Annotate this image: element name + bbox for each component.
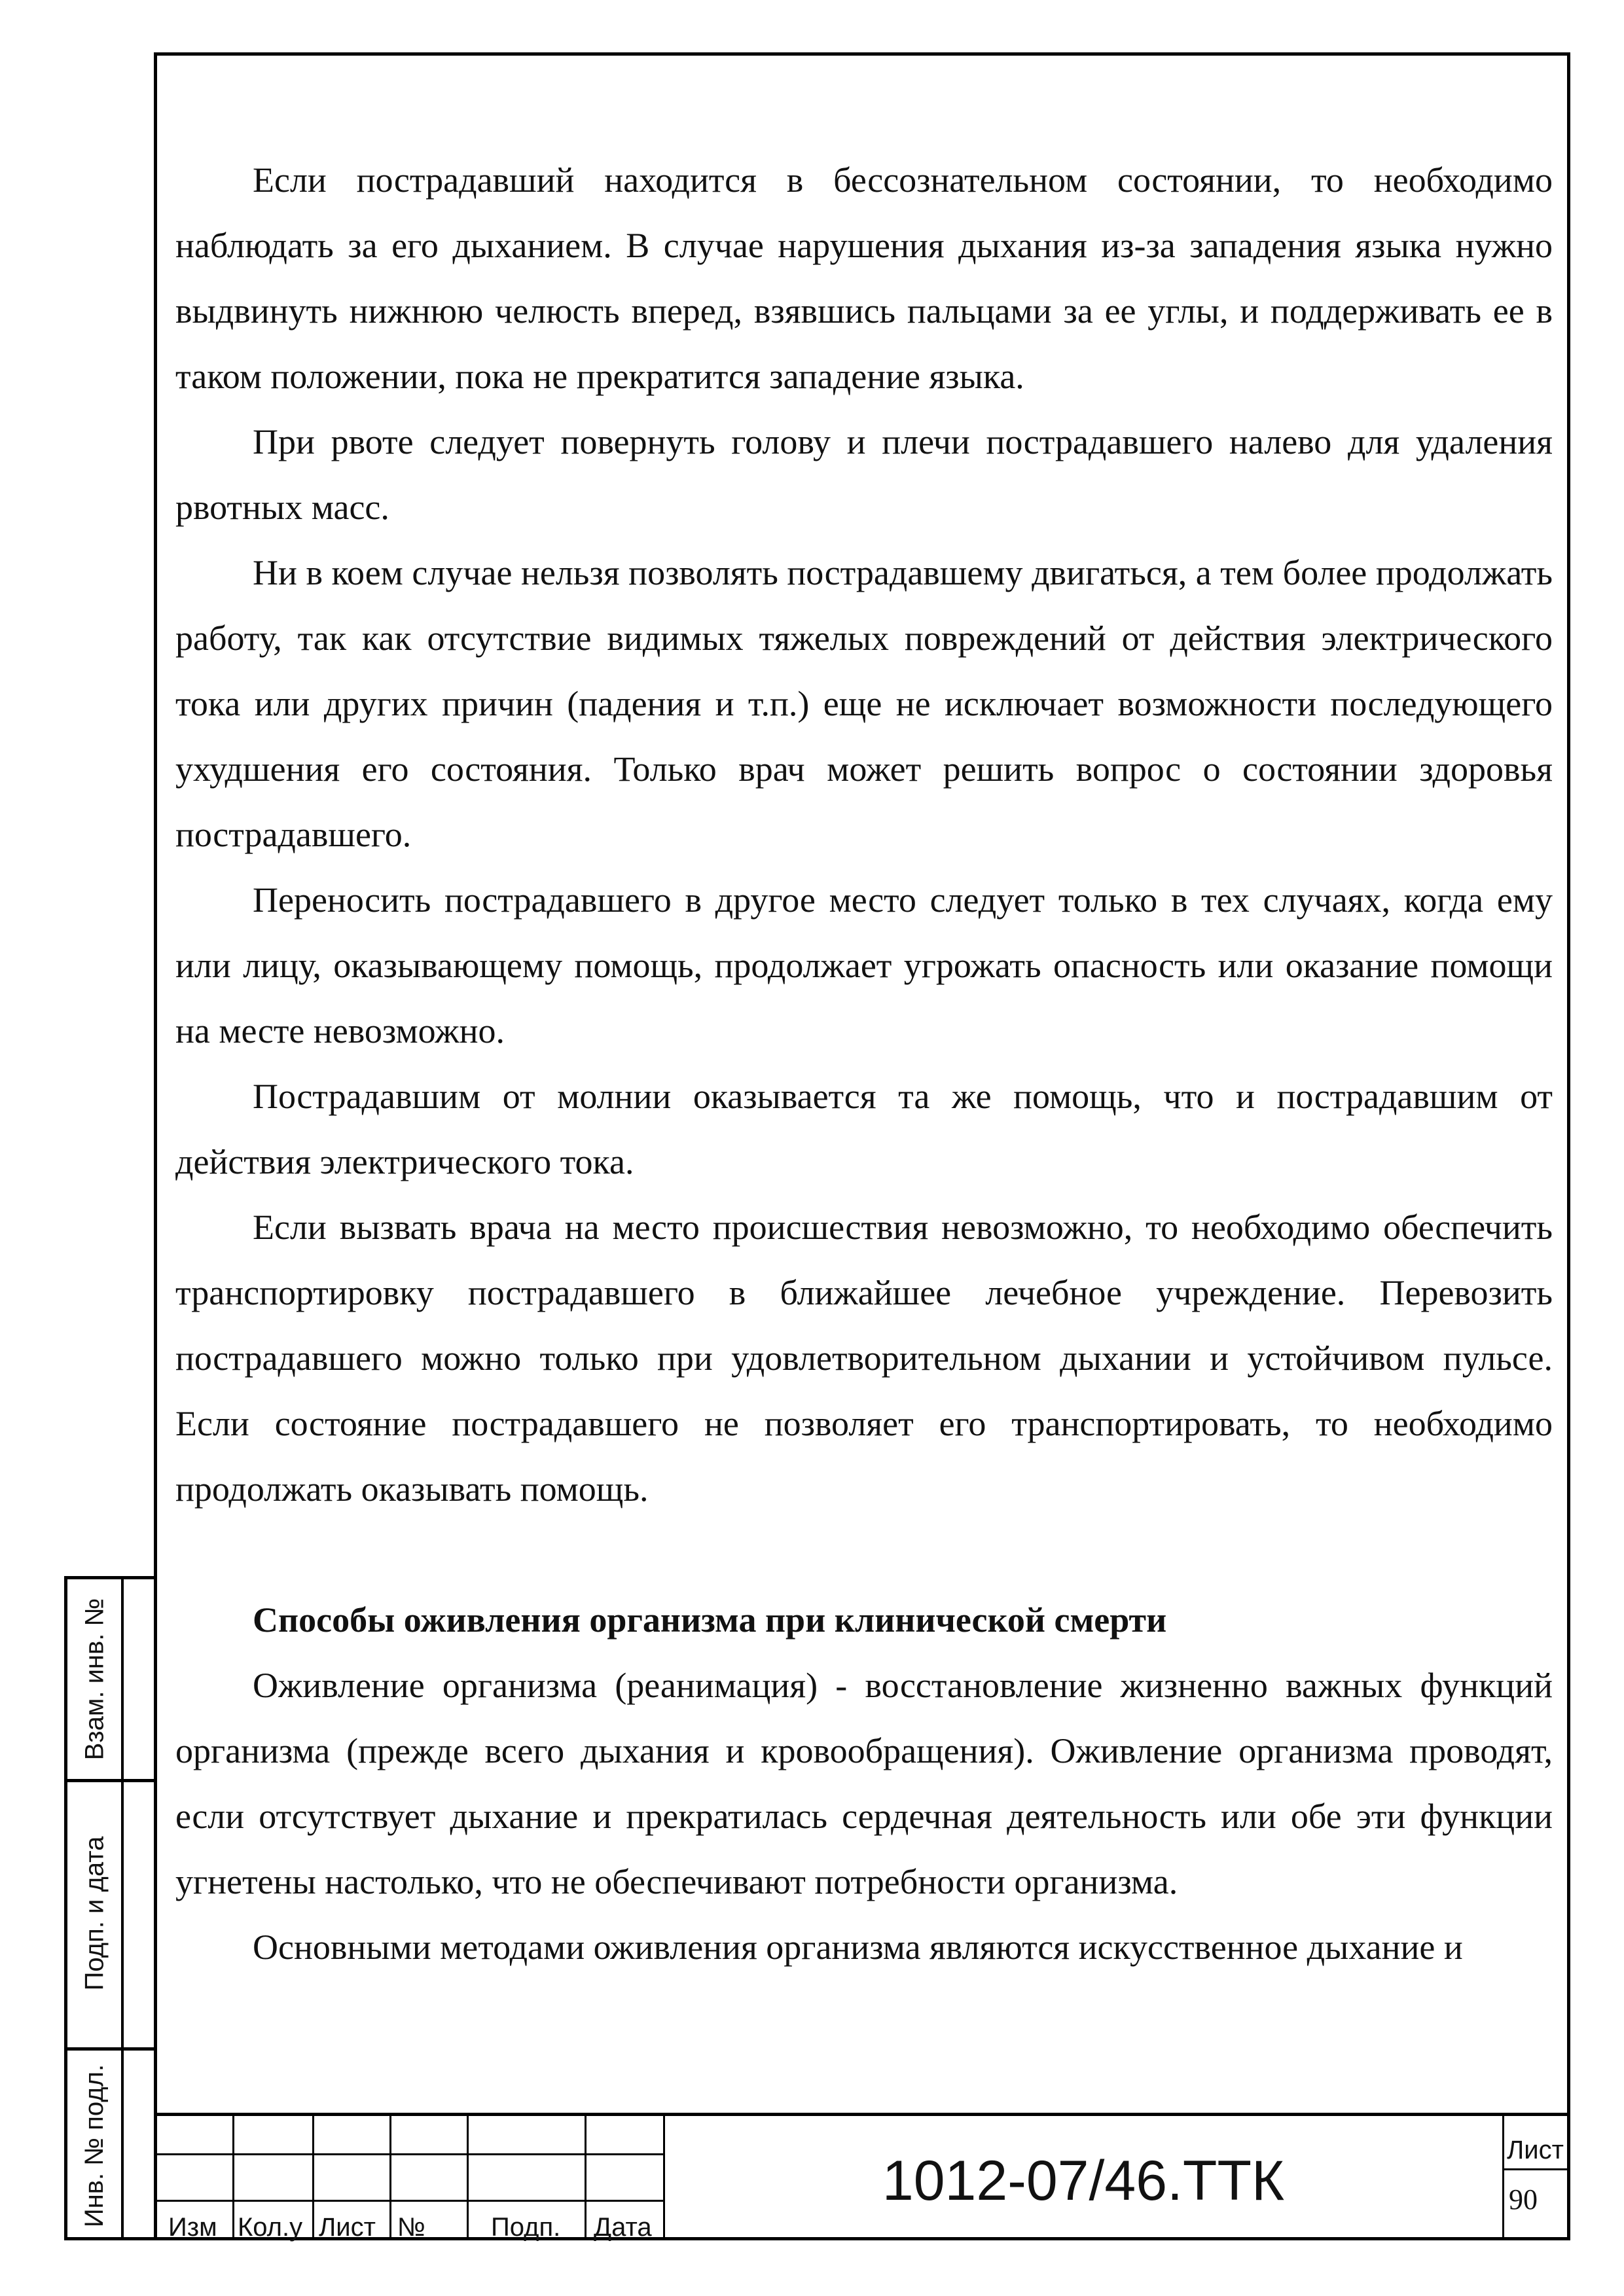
side-stamp — [64, 1576, 156, 2240]
col-label-date: Дата — [594, 2213, 652, 2242]
document-code: 1012-07/46.ТТК — [882, 2149, 1285, 2212]
paragraph: Если пострадавший находится в бессознательном состоянии, то необходимо наблюдать за его дыханием. В случае нарушения дыхания из-за западения языка нужно выдвинуть нижнюю челюсть вперед, взявшись пальцами за ее углы, и поддерживать ее в таком положении, пока не прекратится западение языка. — [175, 160, 1553, 396]
col-label-number: № — [397, 2213, 425, 2242]
paragraph: Переносить пострадавшего в другое место следует только в тех случаях, когда ему или лицу, оказывающему помощь, продолжает угрожать опасность или оказание помощи на месте невозможно. — [175, 880, 1553, 1050]
side-label-original-inv: Инв. № подл. — [80, 2064, 109, 2227]
paragraph: Если вызвать врача на место происшествия невозможно, то необходимо обеспечить транспортировку пострадавшего в ближайшее лечебное учреждение. Перевозить пострадавшего можно только при удовлетворительном дыхании и устойчивом пульсе. Если состояние пострадавшего не позволяет его транспортировать, то необходимо продолжать оказывать помощь. — [175, 1208, 1553, 1509]
paragraph: Оживление организма (реанимация) - восстановление жизненно важных функций организма (прежде всего дыхания и кровообращения). Оживление организма проводят, если отсутствует дыхание и прекратилась сердечная деятельность или обе эти функции угнетены настолько, что не обеспечивают потребности организма. — [175, 1666, 1553, 1901]
paragraph: Ни в коем случае нельзя позволять пострадавшему двигаться, а тем более продолжать работу, так как отсутствие видимых тяжелых повреждений от действия электрического тока или других причин (падения и т.п.) еще не исключает возможности последующего ухудшения его состояния. Только врач может решить вопрос о состоянии здоровья пострадавшего. — [175, 553, 1553, 854]
sheet-number: 90 — [1509, 2183, 1538, 2215]
paragraph: Основными методами оживления организма являются искусственное дыхание и — [253, 1928, 1463, 1967]
paragraph: Пострадавшим от молнии оказывается та же помощь, что и пострадавшим от действия электрического тока. — [175, 1077, 1553, 1181]
document-body — [175, 147, 1553, 1980]
side-stamp-divider — [121, 1579, 124, 2237]
col-label-quantity: Кол.у — [238, 2213, 303, 2242]
side-label-replacement-inv: Взам. инв. № — [80, 1598, 109, 1761]
sheet-label: Лист — [1507, 2136, 1564, 2164]
title-block — [154, 2113, 1570, 2240]
col-label-sheet: Лист — [319, 2213, 376, 2242]
col-label-signature: Подп. — [491, 2213, 561, 2242]
side-label-sign-date: Подп. и дата — [80, 1836, 109, 1990]
paragraph: При рвоте следует повернуть голову и плечи пострадавшего налево для удаления рвотных масс. — [175, 422, 1553, 527]
col-label-change: Изм — [168, 2213, 217, 2242]
section-heading: Способы оживления организма при клинической смерти — [253, 1600, 1167, 1640]
